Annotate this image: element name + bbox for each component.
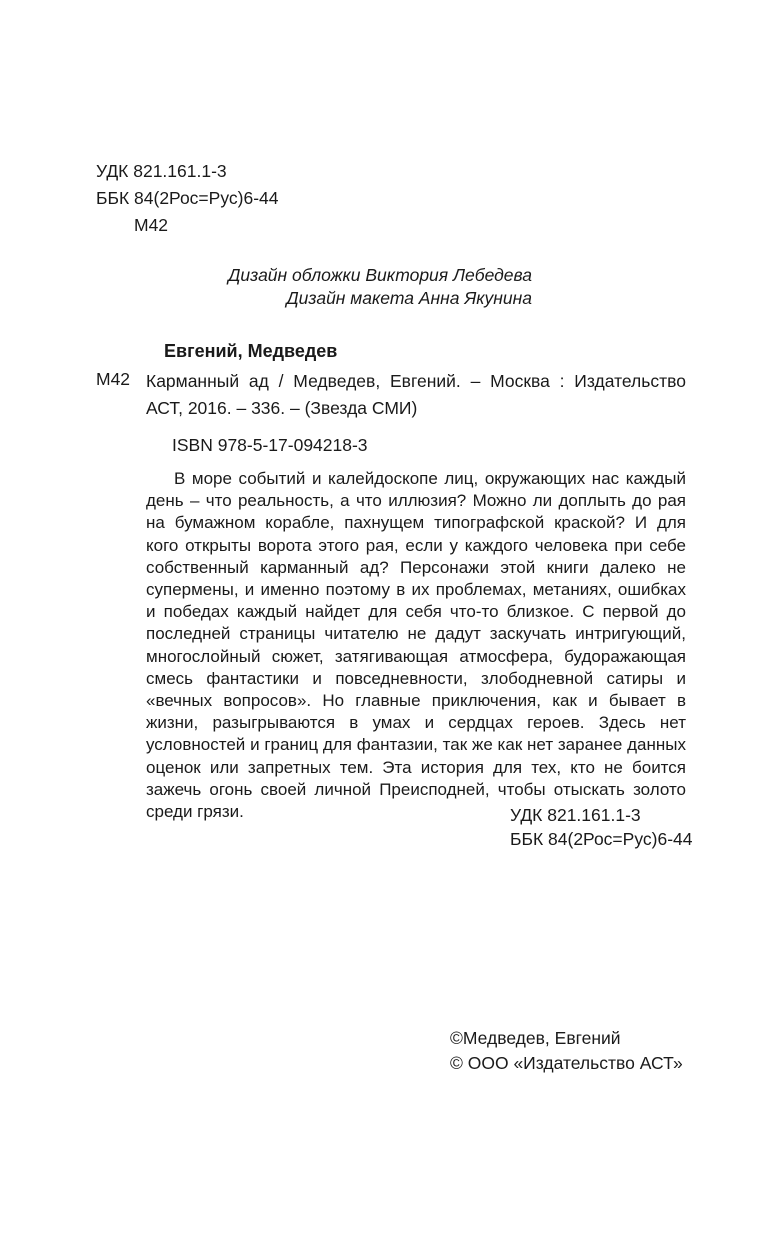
bbk-code-footer: ББК 84(2Рос=Рус)6-44: [510, 829, 693, 849]
udk-code-footer: УДК 821.161.1-3: [510, 805, 641, 825]
author-sign: М42: [134, 215, 169, 235]
udk-code: УДК 821.161.1-3: [96, 161, 227, 181]
bbk-code: ББК 84(2Рос=Рус)6-44: [96, 188, 279, 208]
publisher-copyright: © ООО «Издательство АСТ»: [450, 1053, 683, 1073]
record-citation: Карманный ад / Медведев, Евгений. – Москва : Издательство АСТ, 2016. – 336. – (Звезда СМИ): [146, 371, 686, 418]
cover-design-credit: Дизайн обложки Виктория Лебедева: [228, 265, 532, 285]
record-author: Евгений, Медведев: [164, 341, 338, 361]
layout-design-credit: Дизайн макета Анна Якунина: [286, 288, 532, 308]
author-copyright: ©Медведев, Евгений: [450, 1028, 621, 1048]
isbn: ISBN 978-5-17-094218-3: [172, 435, 368, 455]
record-sign: М42: [96, 369, 131, 389]
annotation-text: В море событий и калейдоскопе лиц, окружающих нас каждый день – что реальность, а что иллюзия? Можно ли доплыть до рая на бумажном корабле, пахнущем типографской краской? И для кого открыты ворота этого рая, если у каждого человека при себе собственный карманный ад? Персонажи этой книги далеко не супермены, и именно поэтому в их проблемах, метаниях, ошибках и победах каждый найдет для себя что-то близкое. С первой до последней страницы читателю не дадут заскучать интригующий, многослойный сюжет, затягивающая атмосфера, будоражающая смесь фантастики и повседневности, злободневной сатиры и «вечных вопросов». Но главные приключения, как и бывает в жизни, разыгрываются в умах и сердцах героев. Здесь нет условностей и границ для фантазии, так же как нет заранее данных оценок или запретных тем. Эта история для тех, кто не боится зажечь огонь своей личной Преисподней, чтобы отыскать золото среди грязи.: [146, 469, 686, 822]
